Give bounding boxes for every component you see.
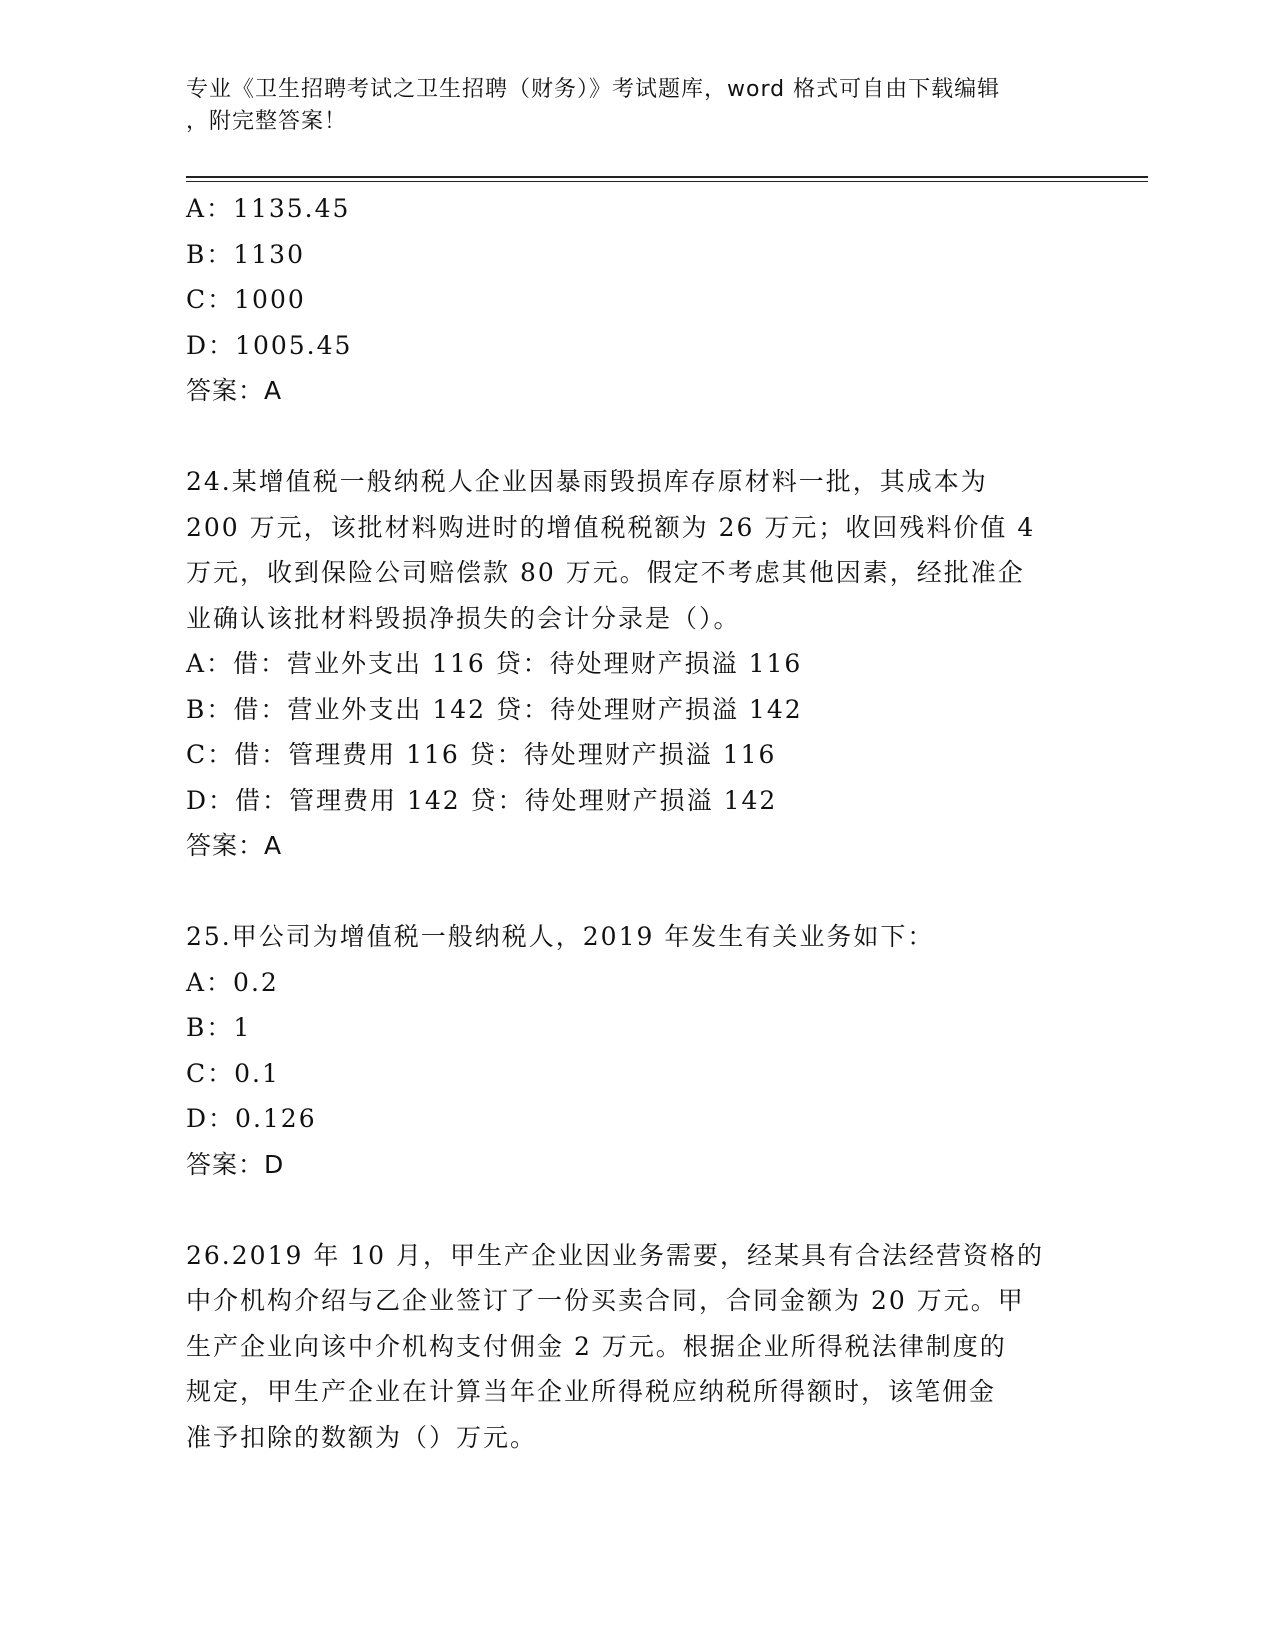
document-header <box>186 74 1066 138</box>
header-divider-thin <box>186 181 1148 182</box>
header-line-2: ，附完整答案！ <box>186 109 348 134</box>
question-24 <box>186 459 1066 869</box>
question-text-line: 26.2019 年 10 月，甲生产企业因业务需要，经某具有合法经营资格的 <box>186 1240 1045 1270</box>
option-b: B：借：营业外支出 142 贷：待处理财产损溢 142 <box>186 694 803 724</box>
option-d: D：0.126 <box>186 1104 317 1133</box>
spacer <box>186 869 1066 915</box>
answer: 答案：D <box>186 1149 285 1179</box>
answer: 答案：A <box>186 376 283 405</box>
option-b: B：1130 <box>186 239 305 269</box>
option-c: C：借：管理费用 116 贷：待处理财产损溢 116 <box>186 740 777 769</box>
question-text-line: 准予扣除的数额为（）万元。 <box>186 1422 538 1452</box>
question-content <box>186 186 1066 1460</box>
question-text-line: 业确认该批材料毁损净损失的会计分录是（）。 <box>186 603 741 633</box>
question-25 <box>186 914 1066 1187</box>
question-23 <box>186 186 1066 414</box>
answer: 答案：A <box>186 831 283 860</box>
question-text-line: 生产企业向该中介机构支付佣金 2 万元。根据企业所得税法律制度的 <box>186 1331 1007 1361</box>
header-divider-thick <box>186 176 1148 178</box>
question-26 <box>186 1233 1066 1461</box>
option-b: B：1 <box>186 1013 252 1042</box>
spacer <box>186 414 1066 460</box>
question-text-line: 中介机构介绍与乙企业签订了一份买卖合同，合同金额为 20 万元。甲 <box>186 1286 1025 1315</box>
question-text-line: 24.某增值税一般纳税人企业因暴雨毁损库存原材料一批，其成本为 <box>186 467 988 496</box>
spacer <box>186 1187 1066 1233</box>
option-c: C：0.1 <box>186 1058 280 1088</box>
question-text-line: 25.甲公司为增值税一般纳税人，2019 年发生有关业务如下： <box>186 922 935 951</box>
option-d: D：借：管理费用 142 贷：待处理财产损溢 142 <box>186 785 778 815</box>
option-c: C：1000 <box>186 285 306 314</box>
option-d: D：1005.45 <box>186 330 353 360</box>
question-text-line: 万元，收到保险公司赔偿款 80 万元。假定不考虑其他因素，经批准企 <box>186 558 1025 587</box>
header-line-1: 专业《卫生招聘考试之卫生招聘（财务）》考试题库，word 格式可自由下载编辑 <box>186 77 1001 102</box>
option-a: A：0.2 <box>186 967 279 997</box>
question-text-line: 规定，甲生产企业在计算当年企业所得税应纳税所得额时，该笔佣金 <box>186 1377 997 1406</box>
option-a: A：1135.45 <box>186 194 351 223</box>
option-a: A：借：营业外支出 116 贷：待处理财产损溢 116 <box>186 649 803 678</box>
question-text-line: 200 万元，该批材料购进时的增值税税额为 26 万元；收回残料价值 4 <box>186 512 1036 542</box>
